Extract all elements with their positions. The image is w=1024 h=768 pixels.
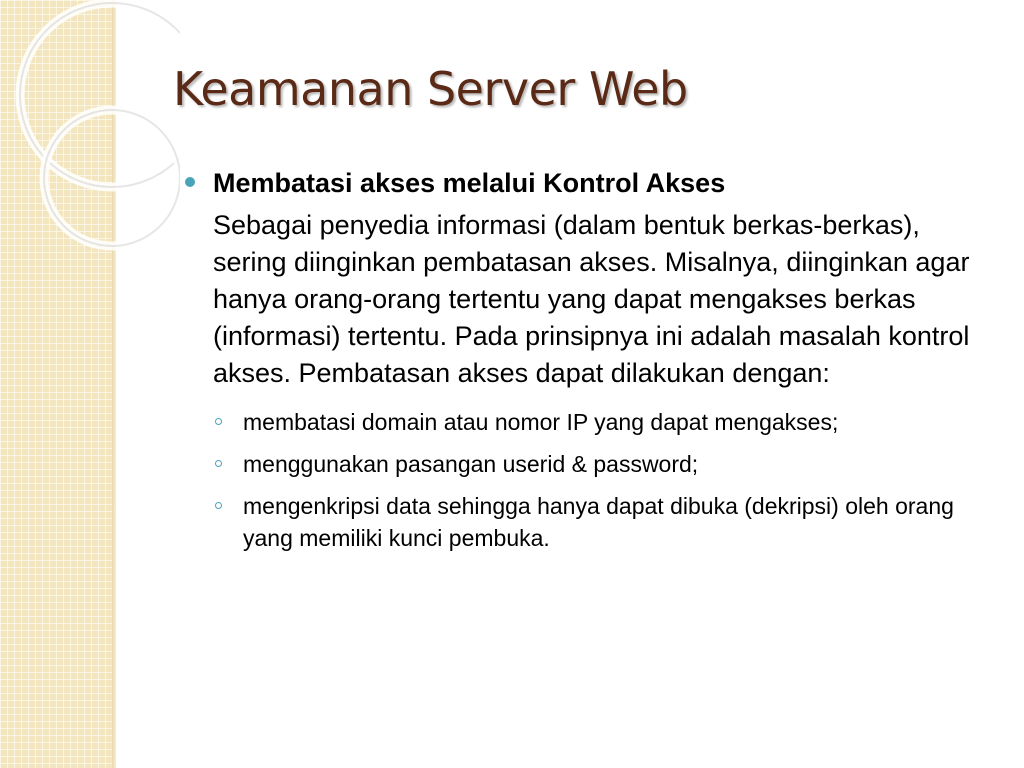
- sub-bullet-item: [213, 490, 990, 554]
- filled-circle-bullet-icon: [185, 177, 195, 187]
- slide-title: Keamanan Server Web: [173, 62, 688, 116]
- sub-bullet-text: mengenkripsi data sehingga hanya dapat dibuka (dekripsi) oleh orang yang memiliki kunci pembuka.: [243, 493, 954, 551]
- sub-bullet-text: membatasi domain atau nomor IP yang dapat mengakses;: [243, 409, 839, 435]
- sub-bullet-list: [185, 406, 990, 554]
- hollow-circle-bullet-icon: [215, 502, 222, 509]
- sub-bullet-item: [213, 406, 990, 438]
- hollow-circle-bullet-icon: [215, 460, 222, 467]
- hollow-circle-bullet-icon: [215, 418, 222, 425]
- slide-content: [185, 163, 990, 564]
- bullet-paragraph: Sebagai penyedia informasi (dalam bentuk berkas-berkas), sering diinginkan pembatasan akses. Misalnya, diinginkan agar hanya orang-orang tertentu yang dapat mengakses berkas (informasi) tertentu. Pada prinsipnya ini adalah masalah kontrol akses. Pembatasan akses dapat dilakukan dengan:: [213, 210, 970, 388]
- sub-bullet-item: [213, 448, 990, 480]
- bullet-heading: Membatasi akses melalui Kontrol Akses: [213, 168, 726, 198]
- side-panel-edge: [112, 0, 116, 768]
- main-bullet: [185, 163, 990, 203]
- decorative-side-panel: [0, 0, 112, 768]
- sub-bullet-text: menggunakan pasangan userid & password;: [243, 451, 699, 477]
